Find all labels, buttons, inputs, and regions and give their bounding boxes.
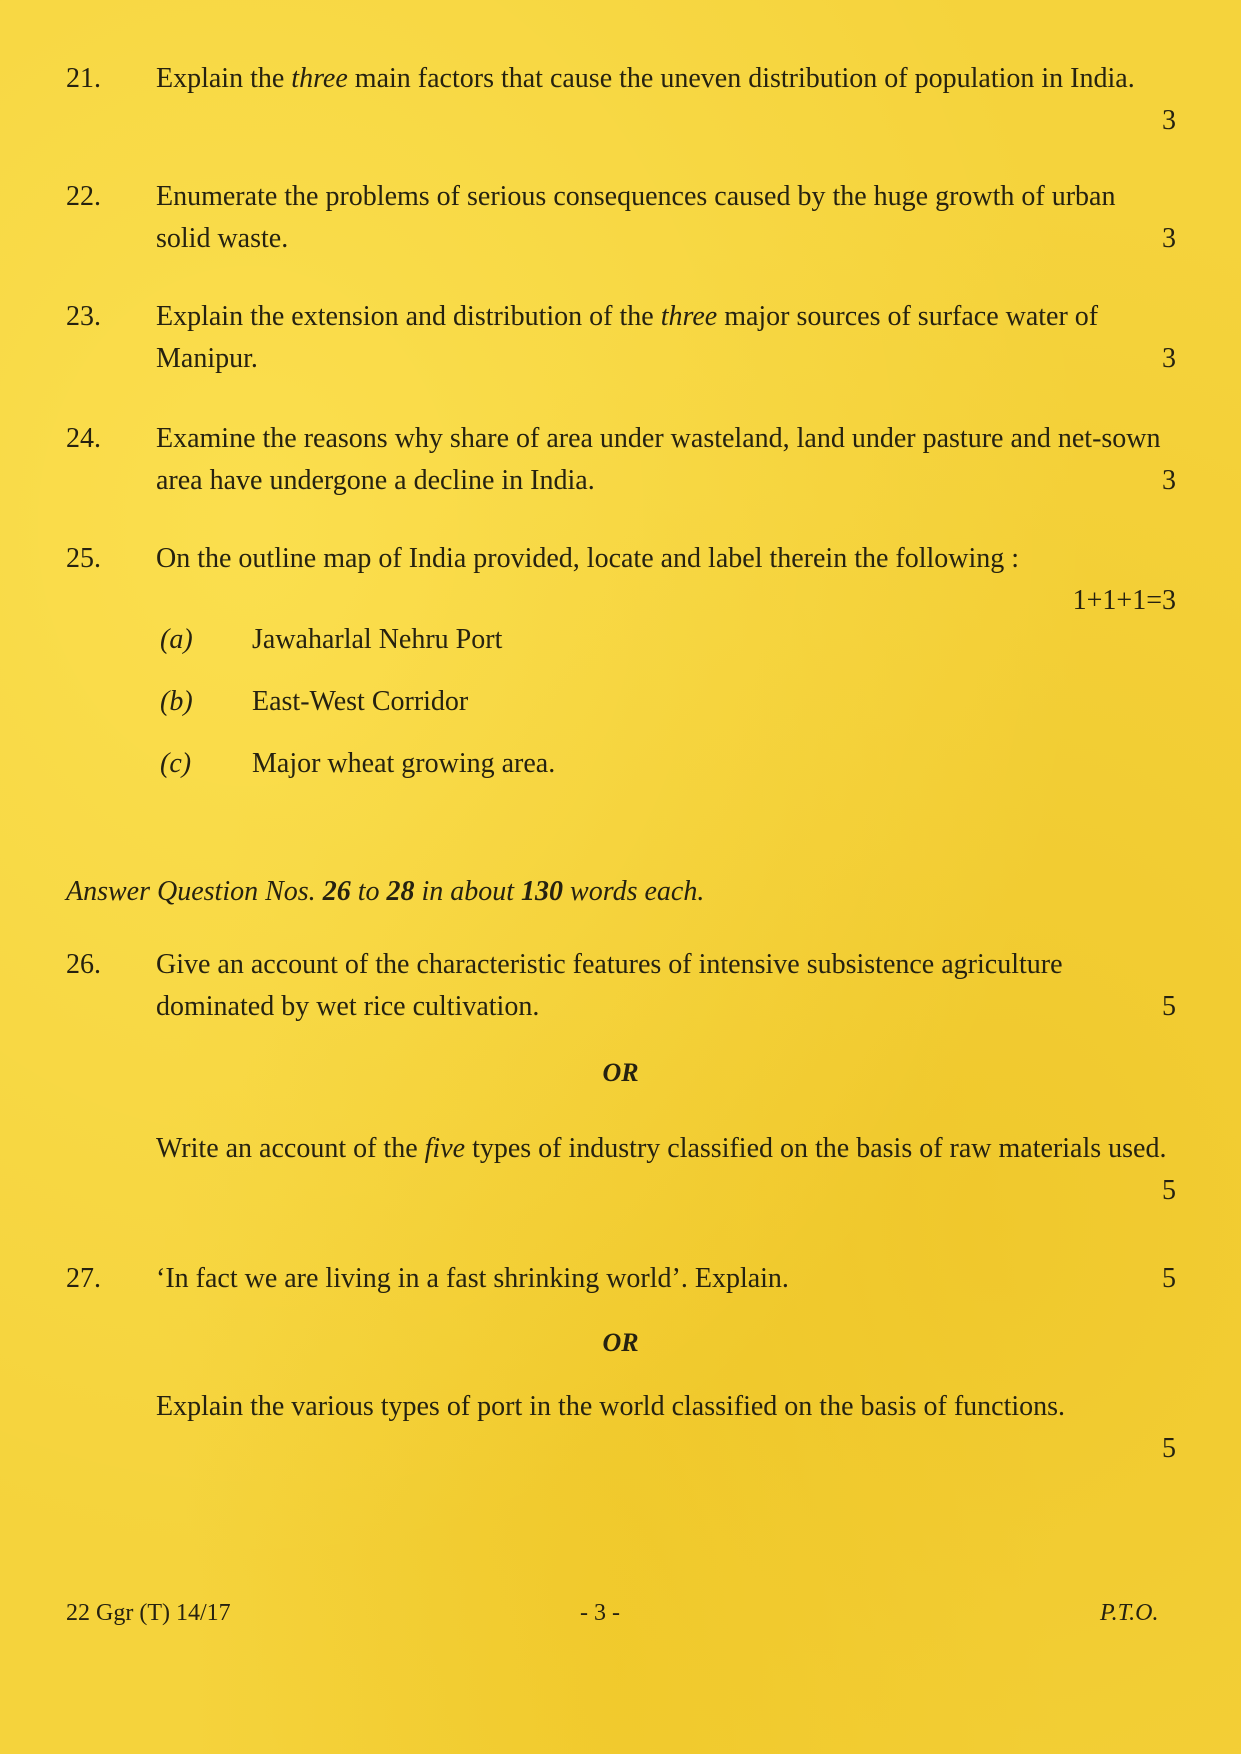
question-number: 25.: [66, 543, 101, 574]
question-number: 24.: [66, 423, 101, 454]
marks: 5: [1162, 1263, 1176, 1294]
question-text: On the outline map of India provided, locate and label therein the following :: [156, 543, 1020, 574]
question-number: 23.: [66, 301, 101, 332]
marks: 3: [1162, 223, 1176, 254]
question-text: ‘In fact we are living in a fast shrinking world’. Explain.: [156, 1263, 789, 1294]
question-text: Explain the three main factors that cause the uneven distribution of population in India.: [156, 63, 1135, 94]
marks: 3: [1162, 343, 1176, 374]
question-text: Examine the reasons why share of area under wasteland, land under pasture and net-sown area have undergone a decline in India.: [156, 423, 1161, 496]
section-instruction: Answer Question Nos. 26 to 28 in about 130 words each.: [66, 876, 705, 907]
marks: 5: [1162, 991, 1176, 1022]
page-number: - 3 -: [580, 1600, 620, 1626]
question-text: Explain the various types of port in the world classified on the basis of functions.: [156, 1391, 1066, 1422]
paper-code: 22 Ggr (T) 14/17: [66, 1600, 231, 1626]
question-number: 22.: [66, 181, 101, 212]
question-number: 26.: [66, 949, 101, 980]
question-text: Give an account of the characteristic features of intensive subsistence agriculture dominated by wet rice cultivation.: [156, 949, 1063, 1022]
question-number: 21.: [66, 63, 101, 94]
question-text: Explain the extension and distribution of the three major sources of surface water of Manipur.: [156, 301, 1099, 374]
marks: 5: [1162, 1433, 1176, 1464]
q25-item-a: (a) Jawaharlal Nehru Port: [160, 624, 503, 655]
marks: 1+1+1=3: [1072, 585, 1176, 616]
question-number: 27.: [66, 1263, 101, 1294]
q25-item-c: (c) Major wheat growing area.: [160, 748, 556, 779]
or-label: OR: [602, 1058, 639, 1087]
q25-item-b: (b) East-West Corridor: [160, 686, 469, 717]
pto-label: P.T.O.: [1100, 1600, 1159, 1626]
question-text: Write an account of the five types of industry classified on the basis of raw materials used.: [156, 1133, 1167, 1164]
question-text: Enumerate the problems of serious consequences caused by the huge growth of urban solid waste.: [156, 181, 1116, 254]
marks: 3: [1162, 105, 1176, 136]
marks: 5: [1162, 1175, 1176, 1206]
or-label: OR: [602, 1328, 639, 1357]
marks: 3: [1162, 465, 1176, 496]
